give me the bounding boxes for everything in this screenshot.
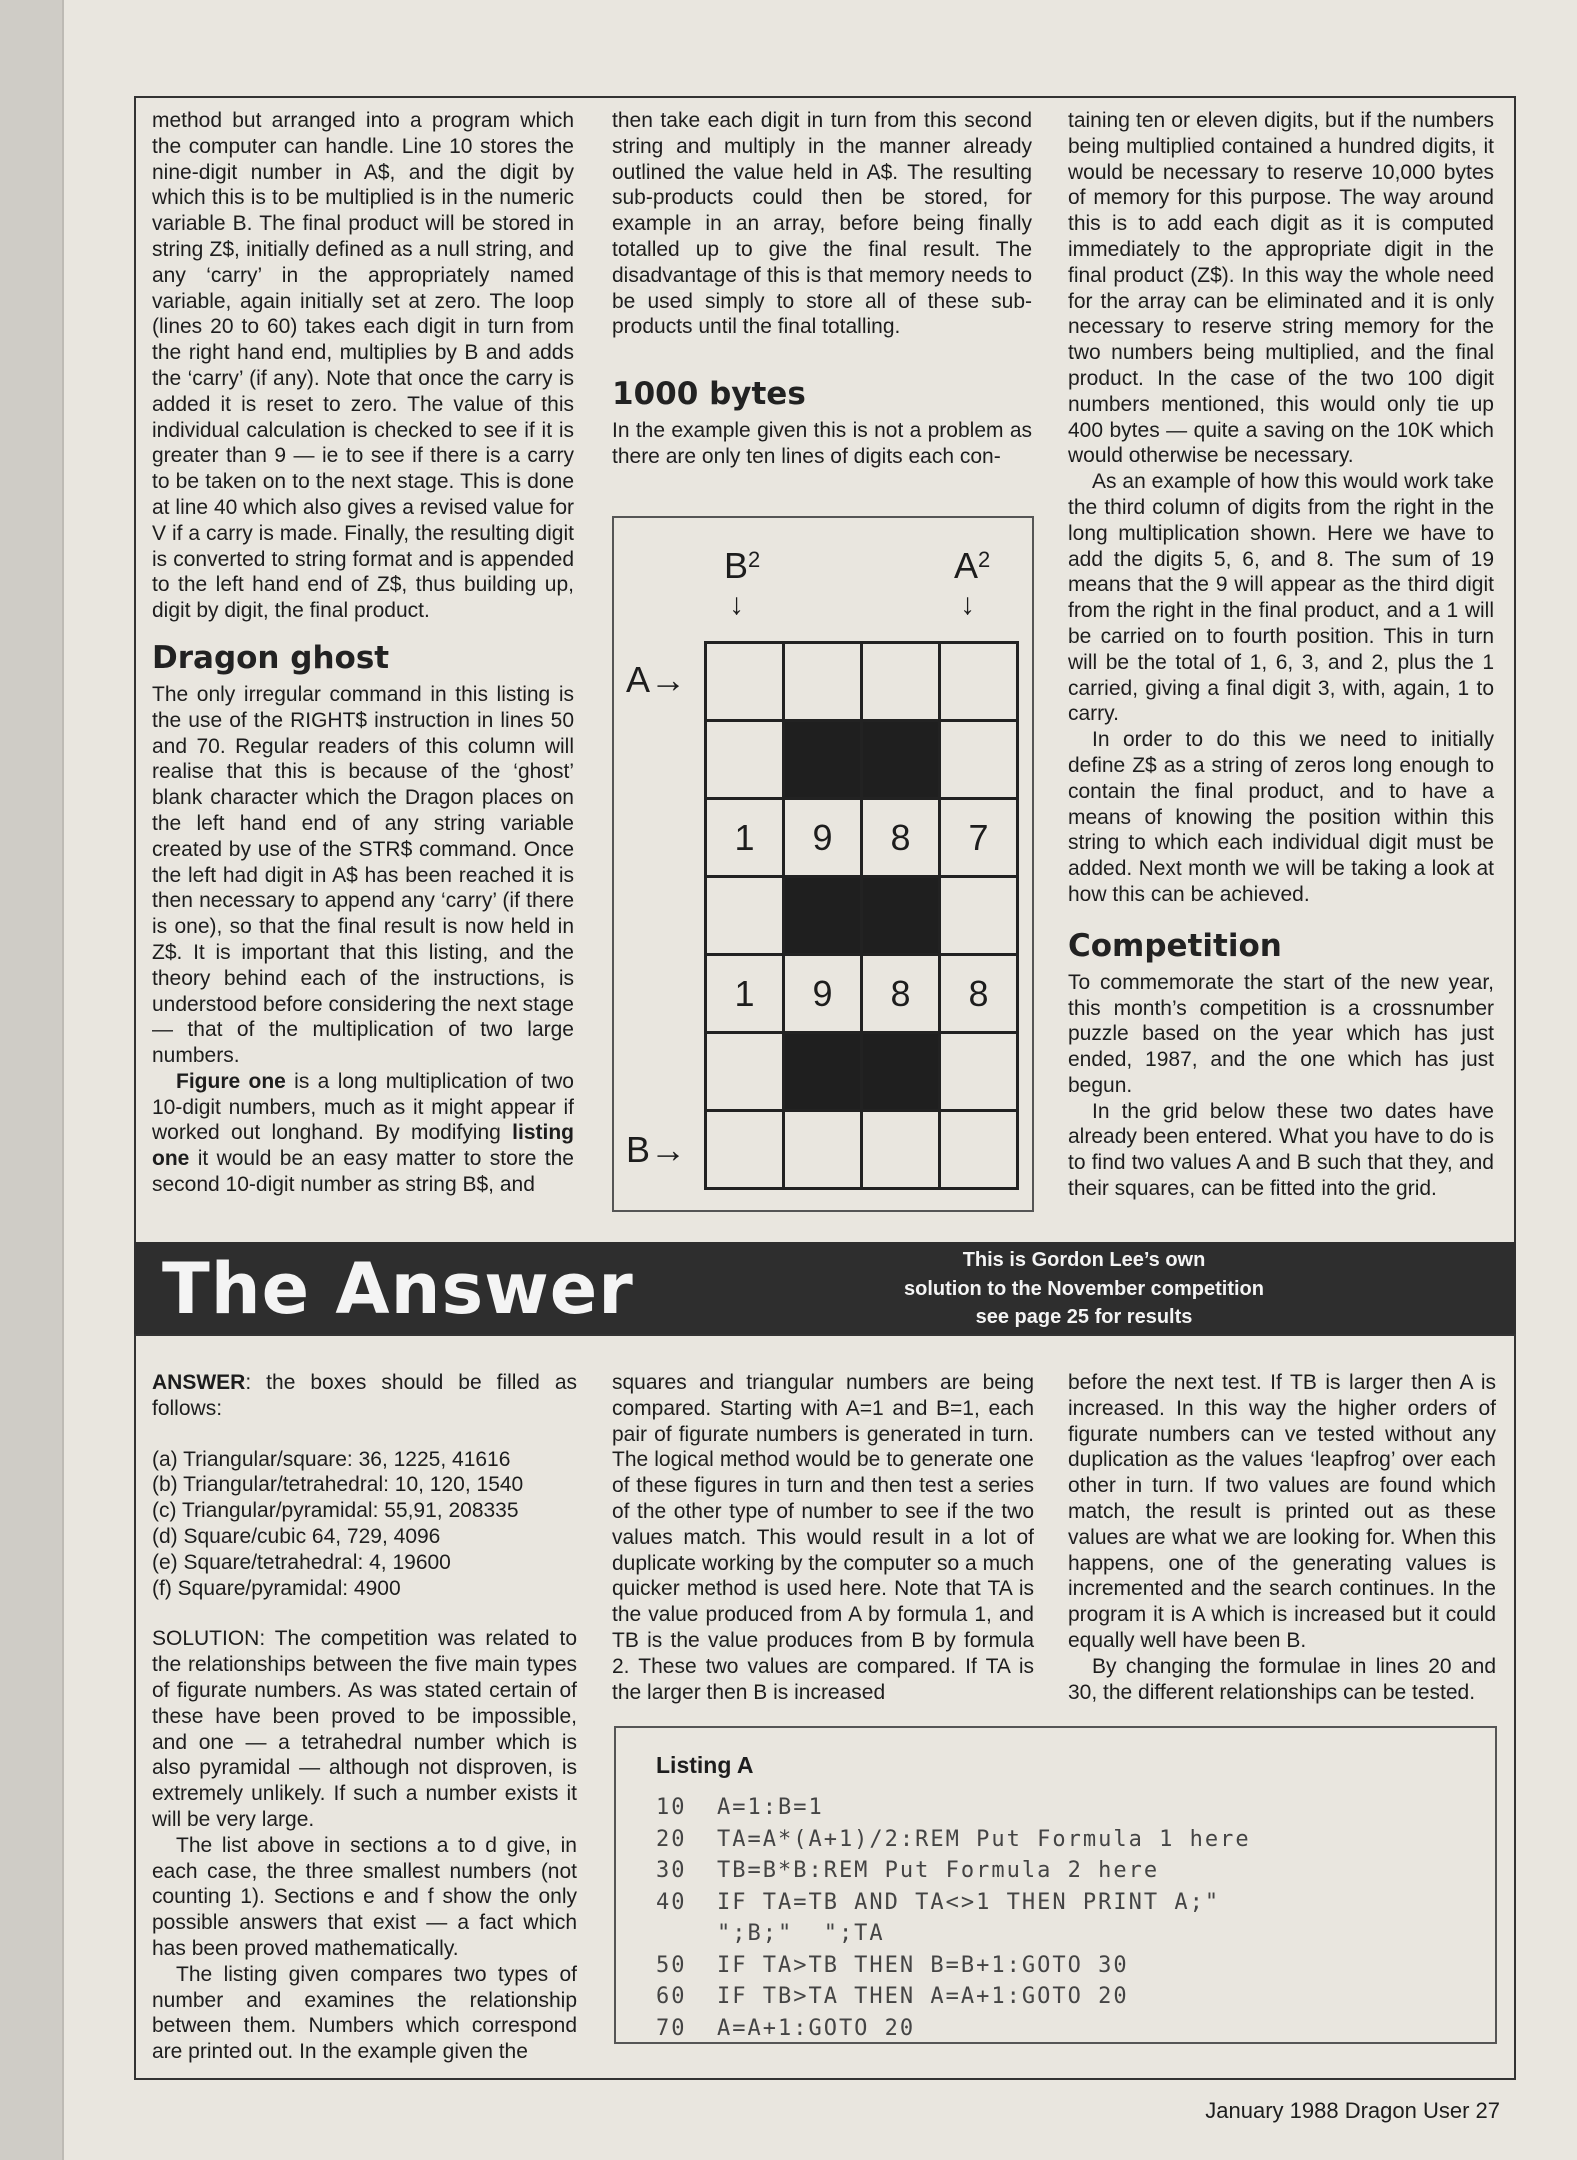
grid-cell-black xyxy=(862,877,940,955)
code-line: 70 A=A+1:GOTO 20 xyxy=(656,2015,916,2041)
grid-cell-black xyxy=(862,1033,940,1111)
article-paragraph: taining ten or eleven digits, but if the numbers being multiplied contained a hundred digits, it would be necessary to reserve 10,000 bytes of memory for this purpose. The way around this is to add each digit as it is computed immediately to the appropriate digit in the final product (Z$). In this way the whole need for the array can be eliminated and it is only necessary to reserve string memory for the two numbers being multiplied, and the final product. In the case of the two 100 digit numbers mentioned, this would only tie up 400 bytes — quite a saving on the 10K which would otherwise be necessary. xyxy=(1068,109,1494,468)
down-arrow-icon: ↓ xyxy=(960,588,975,621)
grid-cell: 1 xyxy=(706,955,784,1033)
page-footer: January 1988 Dragon User 27 xyxy=(1205,2098,1500,2123)
grid-cell: 8 xyxy=(940,955,1018,1033)
grid-cell xyxy=(706,643,784,721)
heading-dragon-ghost: Dragon ghost xyxy=(152,639,390,676)
grid-cell: 7 xyxy=(940,799,1018,877)
bold-text: listing one xyxy=(152,1121,574,1171)
grid-cell xyxy=(706,1111,784,1189)
banner-title: The Answer xyxy=(162,1248,634,1330)
banner-line: see page 25 for results xyxy=(975,1306,1193,1328)
grid-cell xyxy=(940,1111,1018,1189)
b-squared-label xyxy=(724,545,761,586)
a-label: A xyxy=(954,545,979,586)
article-paragraph: The only irregular command in this listing is the use of the RIGHT$ instruction in lines 50 and 70. Regular readers of this column will realise that this is because of the ‘ghost’ blank character which the Dragon places on the left hand end of any string variable created by use of the STR$ command. Once the left had digit in A$ has been reached it is then necessary to append any ‘carry’ (if there is one), so that the final result is now held in Z$. It is important that this listing, and the theory behind each of the instructions, is understood before considering the next stage — that of the multiplication of two large numbers. xyxy=(152,682,574,1068)
grid-cell: 8 xyxy=(862,955,940,1033)
row-a-label: A→ xyxy=(626,659,687,700)
article-paragraph: In the grid below these two dates have already been entered. What you have to do is to find two values A and B such that they, and their squares, can be fitted into the grid. xyxy=(1068,1099,1494,1201)
article-paragraph: In the example given this is not a problem as there are only ten lines of digits each con- xyxy=(612,419,1032,468)
answer-column-1 xyxy=(152,1370,577,2065)
grid-cell xyxy=(862,643,940,721)
answer-item: (d) Square/cubic 64, 729, 4096 xyxy=(152,1524,441,1548)
page-spine xyxy=(0,0,64,2160)
answer-item: (a) Triangular/square: 36, 1225, 41616 xyxy=(152,1447,511,1471)
bold-text: Figure one xyxy=(176,1069,286,1093)
banner-line: This is Gordon Lee’s own xyxy=(962,1249,1206,1271)
grid-cell xyxy=(940,643,1018,721)
solution-paragraph: before the next test. If TB is larger then A is increased. In this way the higher orders of figurate numbers can ve tested without any duplication as the values ‘leapfrog’ over each other in turn. If two values are found which match, the result is printed out as these values are what we are looking for. When this happens, one of the generating values is incremented and the search continues. In the program it is A which is increased but it could equally well have been B. xyxy=(1068,1371,1496,1652)
article-column-1 xyxy=(152,108,574,1198)
grid-row xyxy=(706,1111,1018,1189)
heading-competition: Competition xyxy=(1068,927,1282,964)
grid-row xyxy=(706,1033,1018,1111)
answer-label: ANSWER xyxy=(152,1371,246,1394)
code-line: 10 A=1:B=1 xyxy=(656,1795,824,1820)
answer-item: (c) Triangular/pyramidal: 55,91, 208335 xyxy=(152,1499,519,1523)
grid-cell-black xyxy=(784,877,862,955)
code-line: 40 IF TA=TB AND TA<>1 THEN PRINT A;" xyxy=(656,1889,1221,1915)
solution-paragraph: SOLUTION: The competition was related to the relationships between the five main types of figurate numbers. As was stated certain of these have been proved to be impossible, and one — a tetrahedral number which is also pyramidal — although not disproven, is extremely unlikely. If such a number exists it will be very large. xyxy=(152,1627,577,1831)
grid-cell-black xyxy=(784,1033,862,1111)
grid-row xyxy=(706,643,1018,721)
answer-banner xyxy=(134,1242,1516,1336)
article-paragraph: To commemorate the start of the new year, this month’s competition is a crossnumber puzzle based on the year which has just ended, 1987, and the one which has just begun. xyxy=(1068,970,1494,1097)
grid-row xyxy=(706,877,1018,955)
grid-cell xyxy=(706,1033,784,1111)
article-paragraph: method but arranged into a program which the computer can handle. Line 10 stores the nine-digit number in A$, and the digit by which this is to be multiplied is in the numeric variable B. The final product will be stored in string Z$, initially defined as a null string, and any ‘carry’ in the appropriately named variable, again initially set at zero. The loop (lines 20 to 60) takes each digit in turn from the right hand end, multiplies by B and adds the ‘carry’ (if any). Note that once the carry is added it is reset to zero. The value of this individual calculation is checked to see if it is greater than 9 — ie to see if there is a carry to be taken on to the next stage. This is done at line 40 which also gives a revised value for V if a carry is made. Finally, the resulting digit is converted to string format and is appended to the left hand end of Z$, thus building up, digit by digit, the final product. xyxy=(152,109,574,623)
grid-cell-black xyxy=(862,721,940,799)
code-line: ";B;" ";TA xyxy=(656,1921,885,1946)
answer-intro xyxy=(152,1370,577,1422)
grid-cell xyxy=(940,877,1018,955)
code-line: 30 TB=B*B:REM Put Formula 2 here xyxy=(656,1858,1160,1883)
grid-row xyxy=(706,955,1018,1033)
answer-list xyxy=(152,1447,577,1602)
solution-paragraph: By changing the formulae in lines 20 and 30, the different relationships can be tested. xyxy=(1068,1654,1496,1704)
code-line: 50 IF TA>TB THEN B=B+1:GOTO 30 xyxy=(656,1952,1129,1978)
grid-row xyxy=(706,721,1018,799)
solution-paragraph: The list above in sections a to d give, in each case, the three smallest numbers (not counting 1). Sections e and f show the only possible answers that exist — a fact which has been proved mathematically. xyxy=(152,1833,577,1960)
grid-cell xyxy=(862,1111,940,1189)
answer-column-3 xyxy=(1068,1370,1496,1705)
superscript: 2 xyxy=(748,547,761,572)
banner-line: solution to the November competition xyxy=(903,1277,1264,1300)
text: it would be an easy matter to store the second 10-digit number as string B$, and xyxy=(152,1147,574,1197)
grid-cell: 9 xyxy=(784,799,862,877)
text: : the boxes should be filled as follows: xyxy=(152,1371,577,1420)
grid-cell-black xyxy=(784,721,862,799)
solution-paragraph: The listing given compares two types of number and examines the relationship between them. Numbers which correspond are printed out. In the example given the xyxy=(152,1962,577,2064)
article-column-3 xyxy=(1068,108,1494,1202)
crossnumber-grid xyxy=(704,641,1019,1190)
text: is a long multiplication of two 10-digit numbers, much as it might appear if worked out longhand. By modifying xyxy=(152,1069,574,1145)
grid-row xyxy=(706,799,1018,877)
article-paragraph: In order to do this we need to initially define Z$ as a string of zeros long enough to contain the final product, and to have a means of knowing the position within this string to which each individual digit must be added. Next month we will be taking a look at how this can be achieved. xyxy=(1068,728,1494,906)
answer-item: (b) Triangular/tetrahedral: 10, 120, 1540 xyxy=(152,1473,524,1497)
heading-1000-bytes: 1000 bytes xyxy=(612,376,806,413)
grid-cell: 1 xyxy=(706,799,784,877)
b-label: B xyxy=(724,545,749,586)
grid-cell xyxy=(784,1111,862,1189)
solution-paragraph: squares and triangular numbers are being compared. Starting with A=1 and B=1, each pair of figurate numbers is generated in turn. The logical method would be to generate one of these figures in turn and then test a series of the other type of number to see if the two values match. This would result in a lot of duplicate working by the computer so a much quicker method is used here. Note that TA is the value produced from A by formula 1, and TB is the value produces from B by formula 2. These two values are compared. If TA is the larger then B is increased xyxy=(612,1371,1034,1704)
article-paragraph xyxy=(152,1069,574,1198)
grid-cell xyxy=(940,721,1018,799)
article-paragraph: As an example of how this would work take the third column of digits from the right in the long multiplication shown. Here we have to add the digits 5, 6, and 8. The sum of 19 means that the 9 will appear as the third digit from the right in the final product, and a 1 will be carried on to fourth position. This in turn will be the total of 1, 6, 3, and 2, plus the 1 carried, giving a final digit 3, with, again, 1 to carry. xyxy=(1068,470,1494,726)
banner-subtitle xyxy=(824,1246,1344,1332)
down-arrow-icon: ↓ xyxy=(729,588,744,621)
row-b-label: B→ xyxy=(626,1129,687,1170)
grid-cell xyxy=(706,721,784,799)
grid-cell: 8 xyxy=(862,799,940,877)
listing-title: Listing A xyxy=(656,1752,754,1778)
grid-cell xyxy=(706,877,784,955)
grid-cell: 9 xyxy=(784,955,862,1033)
grid-cell xyxy=(784,643,862,721)
answer-column-2 xyxy=(612,1370,1034,1705)
crossnumber-figure xyxy=(612,516,1034,1212)
code-line: 60 IF TB>TA THEN A=A+1:GOTO 20 xyxy=(656,1984,1129,2009)
listing-code xyxy=(656,1792,1251,2044)
listing-a-box xyxy=(614,1726,1497,2044)
article-paragraph: then take each digit in turn from this second string and multiply in the manner already outlined the value held in A$. The resulting sub-products could then be stored, for example in an array, before being finally totalled up to give the final result. The disadvantage of this is that memory needs to be used simply to store all of these sub-products until the final totalling. xyxy=(612,109,1032,339)
answer-item: (e) Square/tetrahedral: 4, 19600 xyxy=(152,1550,451,1574)
code-line: 20 TA=A*(A+1)/2:REM Put Formula 1 here xyxy=(656,1826,1251,1852)
superscript: 2 xyxy=(978,547,991,572)
grid-cell xyxy=(940,1033,1018,1111)
article-column-2 xyxy=(612,108,1032,470)
answer-item: (f) Square/pyramidal: 4900 xyxy=(152,1576,401,1600)
a-squared-label xyxy=(954,545,991,586)
